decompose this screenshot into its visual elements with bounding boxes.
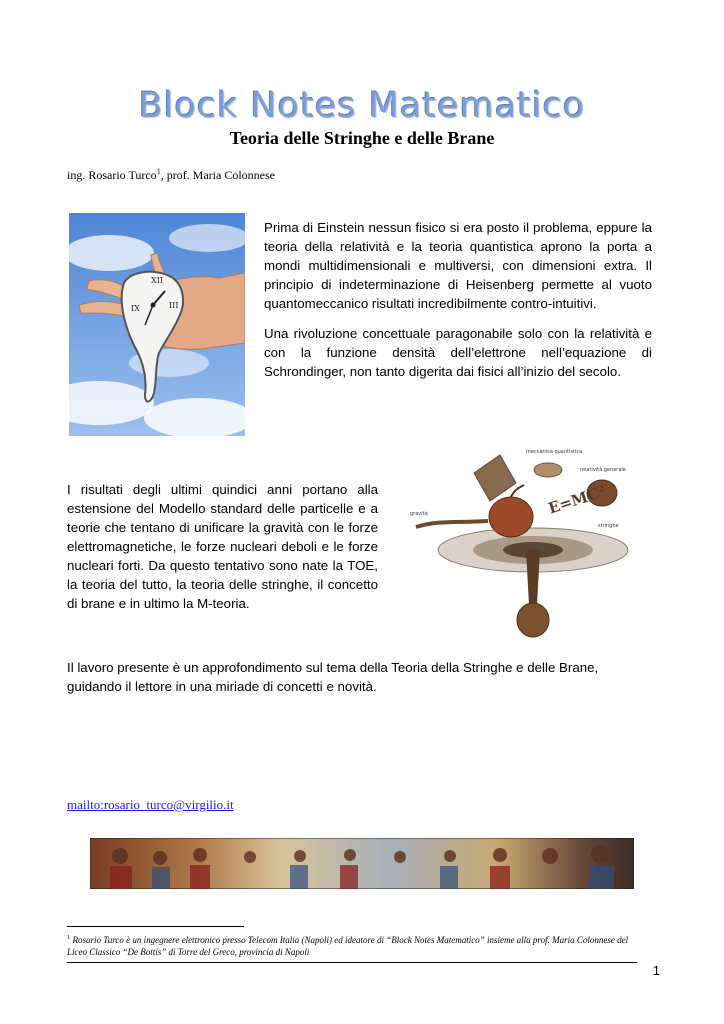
block-notes-logo: Block Notes Matematico — [138, 86, 586, 126]
page-number: 1 — [652, 963, 660, 978]
authors-line — [67, 167, 275, 183]
intro-paragraph: Prima di Einstein nessun fisico si era posto il problema, eppure la teoria della relatività e la teoria quantistica aprono la porta a mondi multidimensionali e multiversi, con dimensioni extra. Il principio di indeterminazione di Heisenberg permette al vuoto quantomeccanico risultati incredibilmente contro-intuitivi. — [264, 220, 652, 311]
footnote — [67, 932, 637, 958]
author-colonnese: , prof. Maria Colonnese — [160, 168, 275, 182]
svg-text:XII: XII — [151, 276, 164, 285]
email-link[interactable]: mailto:rosario_turco@virgilio.it — [67, 797, 234, 812]
footnote-mark: 1 — [67, 934, 71, 941]
svg-text:IX: IX — [131, 304, 140, 313]
footnote-separator — [67, 926, 244, 927]
revolution-paragraph: Una rivoluzione concettuale paragonabile solo con la relatività e con la funzione densità dell’elettrone nell’equazione di Schrondinger, non tanto digerita dai fisici all’inizio del secolo. — [264, 326, 652, 379]
emc-label: E=MC² — [546, 482, 608, 518]
melting-clock-image — [69, 213, 245, 436]
page-title: Teoria delle Stringhe e delle Brane — [229, 128, 495, 148]
results-paragraph: I risultati degli ultimi quindici anni portano alla estensione del Modello standard delle particelle e a teorie che tentano di unificare la gravità con le forze elettromagnetiche, le forze nucleari deboli e le forze nucleari forti. Da questo tentativo sono nate la TOE, la teoria del tutto, la teoria delle stringhe, il concetto di brane e in ultimo la M-teoria. — [67, 482, 378, 611]
svg-text:III: III — [169, 301, 179, 310]
label-quantum: meccanica quantistica — [526, 449, 583, 455]
footnote-ref[interactable]: 1 — [156, 167, 161, 176]
author-turco: ing. Rosario Turco — [67, 168, 157, 182]
footnote-text: Rosario Turco è un ingegnere elettronico presso Telecom Italia (Napoli) ed ideatore di “Block Notes Matematico” insieme alla prof. Maria Colonnese del Liceo Classico “De Bottis” di Torre del Greco, provincia di Napoli — [67, 935, 629, 957]
label-gravity: gravità — [410, 511, 428, 517]
work-paragraph: Il lavoro presente è un approfondimento sul tema della Teoria della Stringhe e delle Brane, guidando il lettore in una miriade di concetti e novità. — [67, 660, 599, 694]
brane-theory-image — [408, 445, 640, 643]
scholars-fresco-image — [90, 838, 634, 889]
label-strings: stringhe — [598, 523, 619, 529]
page-bottom-rule — [67, 962, 637, 963]
label-relativity: relatività generale — [580, 467, 626, 473]
